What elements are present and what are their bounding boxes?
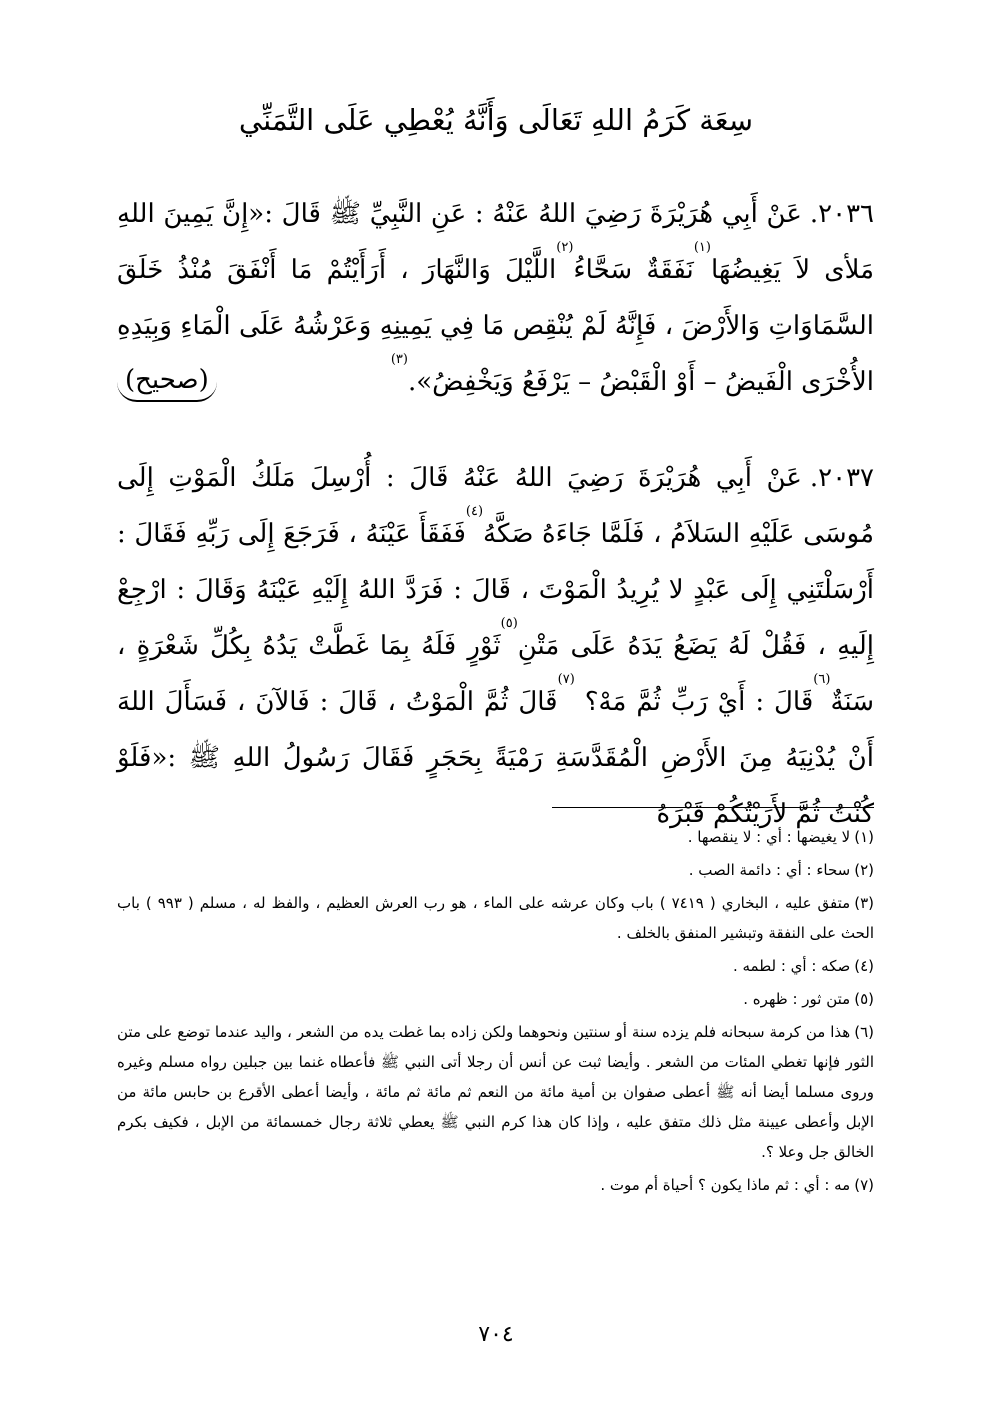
footnote-number: (٧) (854, 1176, 874, 1194)
chapter-title: سِعَة كَرَمُ اللهِ تَعَالَى وَأَنَّهُ يُعْطِي عَلَى التَّمَنِّي (238, 103, 754, 137)
hadith-grade-badge: (صحيح) (117, 360, 217, 402)
footnote-item (117, 1170, 874, 1200)
hadith-text: قَالَ ثُمَّ الْمَوْتُ ، قَالَ : فَالآنَ ، فَسَأَلَ اللهَ أَنْ يُدْنِيَهُ مِنَ الأَرْضِ الْمُقَدَّسَةِ رَمْيَةً بِحَجَرٍ فَقَالَ رَسُولُ اللهِ ﷺ :«فَلَوْ كُنْتُ ثُمَّ لأَرَيْتُكُمْ قَبْرَهُ (117, 687, 874, 829)
footnote-text: صكه : أي : لطمه . (732, 957, 851, 975)
footnote-text: سحاء : أي : دائمة الصب . (688, 861, 851, 879)
hadith-text: عَنْ أَبِي هُرَيْرَةَ رَضِيَ اللهُ عَنْهُ قَالَ : أُرْسِلَ مَلَكُ الْمَوْتِ إِلَى مُوسَى عَلَيْهِ السَلاَمُ ، فَلَمَّا جَاءَهُ صَكَّهُ (117, 463, 874, 549)
hadith-number: ٢٠٣٦. (809, 199, 874, 229)
hadith-text: ثَوْرٍ فَلَهُ بِمَا غَطَّتْ يَدُهُ بِكُلِّ شَعْرَةٍ ، سَنَةٌ (117, 631, 875, 717)
footnote-text: متفق عليه ، البخاري ( ٧٤١٩ ) باب وكان عرشه على الماء ، هو رب العرش العظيم ، والفظ له ، مسلم ( ٩٩٣ ) باب الحث على النفقة وتبشير المنفق بالخلف . (117, 894, 874, 942)
hadith-text: نَفَقَةٌ سَحَّاءُ (573, 255, 694, 285)
hadith-2036 (117, 186, 874, 410)
footnote-separator (552, 807, 874, 808)
footnote-number: (١) (854, 828, 874, 846)
footnote-item (117, 984, 874, 1014)
footnote-ref[interactable]: (٤) (465, 504, 484, 519)
footnote-item (117, 855, 874, 885)
footnote-ref[interactable]: (٦) (813, 672, 831, 687)
footnote-item (117, 951, 874, 981)
footnote-ref[interactable]: (٧) (557, 672, 575, 687)
footnote-number: (٦) (854, 1023, 874, 1041)
footnote-item (117, 822, 874, 852)
footnote-ref[interactable]: (٢) (556, 240, 574, 255)
hadith-text: فَفَقَأَ عَيْنَهُ ، فَرَجَعَ إِلَى رَبِّهِ فَقَالَ : أَرْسَلْتَنِي إِلَى عَبْدٍ لا يُرِيدُ الْمَوْتَ ، قَالَ : فَرَدَّ اللهُ إِلَيْهِ عَيْنَهُ وَقَالَ : ارْجِعْ إِلَيهِ ، فَقُلْ لَهُ يَضَعُ يَدَهُ عَلَى مَتْنِ (117, 519, 874, 661)
hadith-2037 (117, 450, 874, 842)
footnote-text: هذا من كرمة سبحانه فلم يزده سنة أو سنتين ونحوهما ولكن زاده بما غطت يده من الشعر ، واليد عندما توضع على متن الثور فإنها تغطي المئات من الشعر . وأيضا ثبت عن أنس أن رجلا أتى النبي ﷺ فأعطاه غنما بين جبلين رواه مسلم وغيره وروى مسلما أيضا أنه ﷺ أعطى صفوان بن أمية مائة من النعم ثم مائة ثم مائة ، وأيضا أعطى الأقرع بن حابس مائة من الإبل وأعطى عيينة مثل ذلك متفق عليه ، وإذا كان هذا كرم النبي ﷺ يعطي ثلاثة رجال خمسمائة من الإبل ، فكيف بكرم الخالق جل وعلا ؟. (117, 1023, 874, 1161)
page-number: ٧٠٤ (478, 1322, 514, 1347)
hadith-text: قَالَ : أَيْ رَبِّ ثُمَّ مَهْ؟ (584, 687, 814, 717)
footnote-number: (٢) (854, 861, 874, 879)
footnote-text: مه : أي : ثم ماذا يكون ؟ أحياة أم موت . (600, 1176, 851, 1194)
hadith-text: عَنْ أَبِي هُرَيْرَةَ رَضِيَ اللهُ عَنْهُ : عَنِ النَّبِيِّ ﷺ قَالَ :«إِنَّ يَمِينَ اللهِ مَلأى لاَ يَغِيضُهَا (117, 199, 875, 285)
footnote-item (117, 1017, 874, 1167)
footnote-text: متن ثور : ظهره . (743, 990, 851, 1008)
footnote-ref[interactable]: (٥) (500, 616, 518, 631)
footnote-item (117, 888, 874, 948)
footnote-ref[interactable]: (٣) (390, 352, 408, 367)
footnote-number: (٥) (854, 990, 874, 1008)
footnote-text: لا يغيضها : أي : لا ينقصها . (687, 828, 851, 846)
hadith-text: اللَّيْلَ وَالنَّهَارَ ، أَرَأَيْتُمْ مَا أَنْفَقَ مُنْذُ خَلَقَ السَّمَاوَاتِ وَالأَرْضَ ، فَإِنَّهُ لَمْ يُنْقِص مَا فِي يَمِينِهِ وَعَرْشُهُ عَلَى الْمَاءِ وَبِيَدِهِ الأُخْرَى الْفَيضُ – أَوْ الْقَبْضُ – يَرْفَعُ وَيَخْفِضُ». (117, 255, 874, 397)
footnote-ref[interactable]: (١) (693, 240, 711, 255)
footnote-number: (٣) (854, 894, 874, 912)
footnote-number: (٤) (854, 957, 874, 975)
footnotes-list (117, 822, 874, 1203)
hadith-number: ٢٠٣٧. (809, 463, 874, 493)
